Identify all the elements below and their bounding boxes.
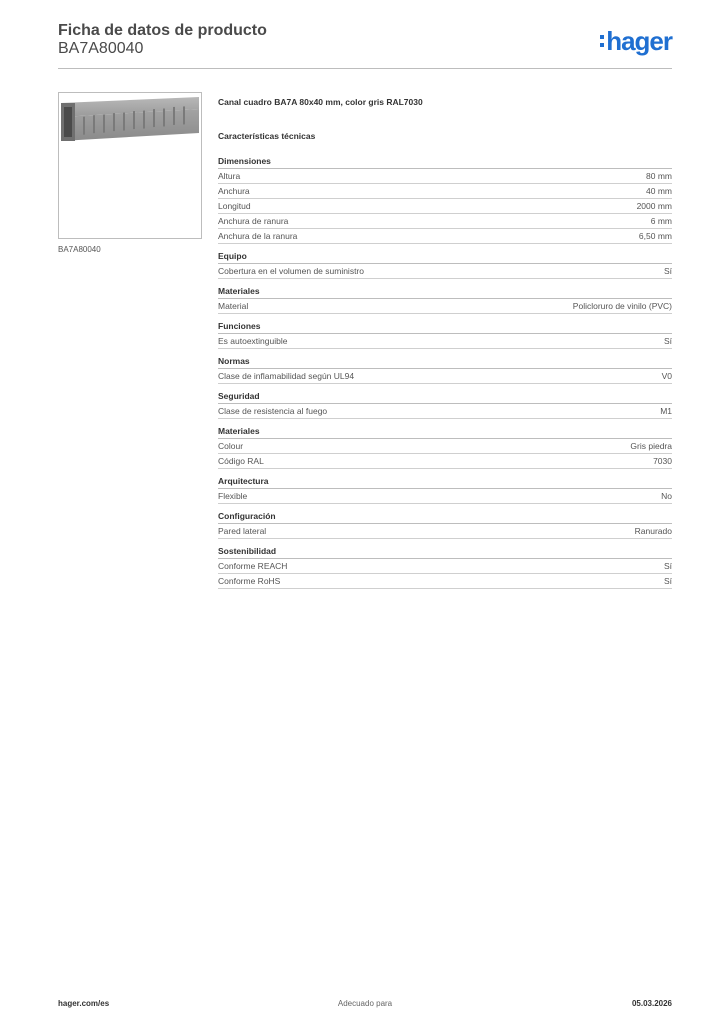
spec-label: Material xyxy=(218,301,249,311)
spec-value: No xyxy=(661,491,672,501)
spec-value: Sí xyxy=(663,576,672,586)
spec-value: M1 xyxy=(660,406,672,416)
spec-label: Conforme RoHS xyxy=(218,576,281,586)
spec-row xyxy=(218,184,672,199)
spec-label: Anchura de ranura xyxy=(218,216,289,226)
section-configuracion xyxy=(218,510,672,539)
spec-value: Ranurado xyxy=(634,526,672,536)
section-materiales-color xyxy=(218,425,672,469)
image-caption: BA7A80040 xyxy=(58,245,101,254)
section-title: Sostenibilidad xyxy=(218,545,672,559)
spec-row xyxy=(218,169,672,184)
spec-row xyxy=(218,334,672,349)
logo-text: hager xyxy=(606,26,672,56)
section-title: Materiales xyxy=(218,285,672,299)
section-funciones xyxy=(218,320,672,349)
spec-label: Anchura de la ranura xyxy=(218,231,298,241)
spec-row xyxy=(218,264,672,279)
section-title: Materiales xyxy=(218,425,672,439)
spec-row xyxy=(218,214,672,229)
section-dimensiones xyxy=(218,155,672,244)
spec-label: Colour xyxy=(218,441,244,451)
spec-row xyxy=(218,229,672,244)
spec-row xyxy=(218,404,672,419)
spec-label: Clase de resistencia al fuego xyxy=(218,406,328,416)
spec-row xyxy=(218,439,672,454)
spec-value: Sí xyxy=(663,266,672,276)
section-sostenibilidad xyxy=(218,545,672,589)
spec-label: Pared lateral xyxy=(218,526,267,536)
footer-date: 05.03.2026 xyxy=(631,999,672,1008)
product-image xyxy=(58,92,202,239)
spec-label: Flexible xyxy=(218,491,248,501)
section-seguridad xyxy=(218,390,672,419)
spec-value: 6 mm xyxy=(650,216,672,226)
header-divider xyxy=(58,68,672,69)
spec-row xyxy=(218,299,672,314)
section-title: Dimensiones xyxy=(218,155,672,169)
product-details xyxy=(218,95,672,589)
page-footer xyxy=(58,999,672,1011)
spec-value: 6,50 mm xyxy=(638,231,672,241)
logo-dots-icon xyxy=(600,35,604,47)
section-title: Equipo xyxy=(218,250,672,264)
section-arquitectura xyxy=(218,475,672,504)
technical-characteristics-heading: Características técnicas xyxy=(218,131,316,141)
spec-row xyxy=(218,454,672,469)
document-title: Ficha de datos de producto xyxy=(58,22,267,39)
product-code: BA7A80040 xyxy=(58,40,144,57)
spec-value: Sí xyxy=(663,561,672,571)
section-title: Funciones xyxy=(218,320,672,334)
spec-row xyxy=(218,559,672,574)
spec-row xyxy=(218,369,672,384)
section-title: Arquitectura xyxy=(218,475,672,489)
product-title: Canal cuadro BA7A 80x40 mm, color gris RAL7030 xyxy=(218,97,423,107)
spec-value: 2000 mm xyxy=(636,201,672,211)
spec-value: Policloruro de vinilo (PVC) xyxy=(572,301,672,311)
spec-value: 80 mm xyxy=(646,171,672,181)
spec-value: Sí xyxy=(663,336,672,346)
spec-value: 40 mm xyxy=(646,186,672,196)
spec-row xyxy=(218,199,672,214)
section-equipo xyxy=(218,250,672,279)
hager-logo xyxy=(600,28,672,54)
spec-label: Código RAL xyxy=(218,456,264,466)
spec-row xyxy=(218,574,672,589)
section-title: Seguridad xyxy=(218,390,672,404)
spec-row xyxy=(218,524,672,539)
spec-label: Conforme REACH xyxy=(218,561,288,571)
spec-value: Gris piedra xyxy=(630,441,672,451)
footer-suitable-for: Adecuado para xyxy=(337,999,393,1008)
spec-value: 7030 xyxy=(653,456,672,466)
spec-label: Cobertura en el volumen de suministro xyxy=(218,266,364,276)
cable-duct-icon xyxy=(59,93,201,238)
section-normas xyxy=(218,355,672,384)
section-title: Configuración xyxy=(218,510,672,524)
spec-label: Anchura xyxy=(218,186,250,196)
page-header xyxy=(58,22,672,68)
spec-label: Es autoextinguible xyxy=(218,336,288,346)
spec-row xyxy=(218,489,672,504)
spec-label: Longitud xyxy=(218,201,251,211)
spec-label: Altura xyxy=(218,171,241,181)
footer-website-link[interactable]: hager.com/es xyxy=(58,999,110,1008)
spec-label: Clase de inflamabilidad según UL94 xyxy=(218,371,355,381)
section-title: Normas xyxy=(218,355,672,369)
section-materiales xyxy=(218,285,672,314)
spec-value: V0 xyxy=(661,371,672,381)
